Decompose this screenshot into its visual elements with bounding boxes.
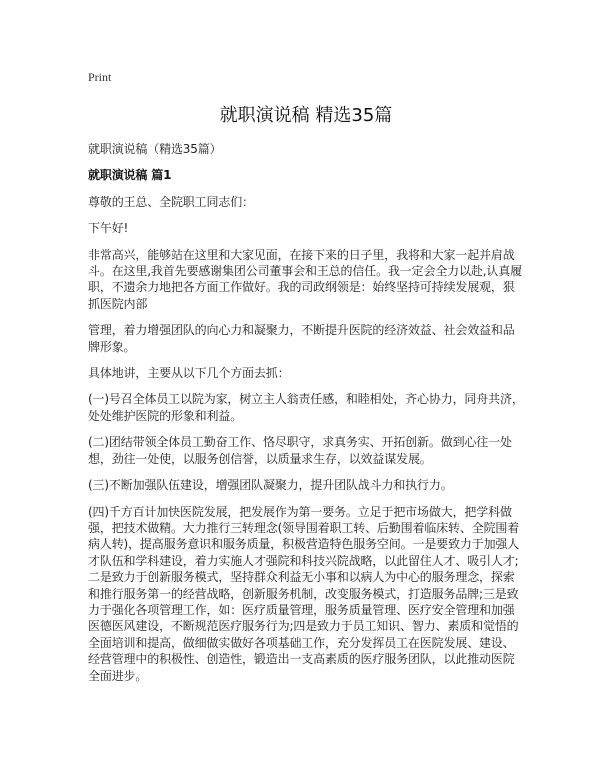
document-page	[88, 70, 524, 694]
paragraph: 管理，着力增强团队的向心力和凝聚力，不断提升医院的经济效益、社会效益和品牌形象。	[88, 323, 515, 354]
paragraph: (一)号召全体员工以院为家，树立主人翁责任感，和睦相处，齐心协力，同舟共济，处处维护医院的形象和利益。	[88, 392, 524, 423]
paragraph: (三)不断加强队伍建设，增强团队凝聚力，提升团队战斗力和执行力。	[88, 478, 453, 493]
paragraph-salutation: 尊敬的王总、全院职工同志们：	[88, 194, 254, 209]
document-subtitle: 就职演说稿（精选35篇）	[88, 142, 222, 156]
paragraph: 非常高兴，能够站在这里和大家见面，在接下来的日子里，我将和大家一起并肩战斗。在这里,我首先要感谢集团公司董事会和王总的信任。我一定会全力以赴,认真履职，不遗余力地把各方面工作做好。我的司政纲领是：始终坚持可持续发展观，狠抓医院内部	[88, 247, 522, 311]
paragraph-greeting: 下午好!	[88, 221, 129, 236]
section-heading: 就职演说稿 篇1	[88, 168, 172, 183]
paragraph: (二)团结带领全体员工勤奋工作、恪尽职守，求真务实、开拓创新。做到心往一处想，劲往一处使，以服务创信誉，以质量求生存，以效益谋发展。	[88, 435, 512, 466]
paragraph: (四)千方百计加快医院发展，把发展作为第一要务。立足于把市场做大，把学科做强，把技术做精。大力推行三转理念(领导围着职工转、后勤围着临床转、全院围着病人转)，提高服务意识和服务质量，积极营造特色服务空间。一是要致力于加强人才队伍和学科建设，着力实施人才强院和科技兴院战略，以此留住人才、吸引人才;二是致力于创新服务模式，坚持群众利益无小事和以病人为中心的服务理念，探索和推行服务第一的经营战略，创新服务机制，改变服务模式，打造服务品牌;三是致力于强化各项管理工作，如：医疗质量管理，服务质量管理、医疗安全管理和加强医德医风建设，不断规范医疗服务行为;四是致力于员工知识、智力、素质和觉悟的全面培训和提高，做细做实做好各项基础工作，充分发挥员工在医院发展、建设、经营管理中的积极性、创造性，锻造出一支高素质的医疗服务团队，以此推动医院全面进步。	[88, 504, 520, 683]
print-link[interactable]: Print	[88, 70, 112, 84]
paragraph: 具体地讲，主要从以下几个方面去抓：	[88, 366, 290, 381]
document-title: 就职演说稿 精选35篇	[219, 105, 393, 126]
